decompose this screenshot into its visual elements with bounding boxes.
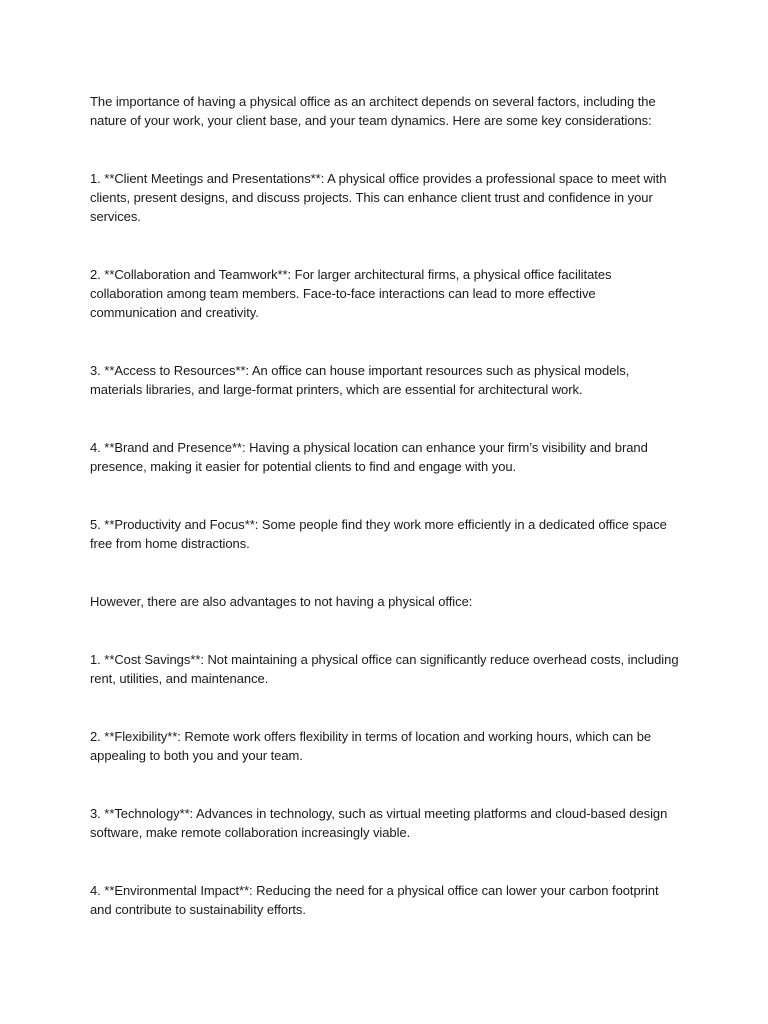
consideration-resources: 3. **Access to Resources**: An office can house important resources such as physical models, materials libraries, and large-format printers, which are essential for architectural work. bbox=[90, 363, 630, 397]
intro-paragraph: The importance of having a physical office as an architect depends on several factors, including the nature of your work, your client base, and your team dynamics. Here are some key considerations: bbox=[90, 94, 656, 128]
advantage-cost-savings: 1. **Cost Savings**: Not maintaining a physical office can significantly reduce overhead costs, including rent, utilities, and maintenance. bbox=[90, 652, 679, 686]
consideration-brand: 4. **Brand and Presence**: Having a physical location can enhance your firm’s visibility and brand presence, making it easier for potential clients to find and engage with you. bbox=[90, 440, 648, 474]
consideration-productivity: 5. **Productivity and Focus**: Some people find they work more efficiently in a dedicated office space free from home distractions. bbox=[90, 517, 667, 551]
document-page bbox=[90, 92, 680, 919]
consideration-client-meetings: 1. **Client Meetings and Presentations**: A physical office provides a professional space to meet with clients, present designs, and discuss projects. This can enhance client trust and confidence in your services. bbox=[90, 171, 667, 224]
advantage-technology: 3. **Technology**: Advances in technology, such as virtual meeting platforms and cloud-based design software, make remote collaboration increasingly viable. bbox=[90, 806, 668, 840]
consideration-collaboration: 2. **Collaboration and Teamwork**: For larger architectural firms, a physical office facilitates collaboration among team members. Face-to-face interactions can lead to more effective communication and creativity. bbox=[90, 267, 612, 320]
advantage-flexibility: 2. **Flexibility**: Remote work offers flexibility in terms of location and working hours, which can be appealing to both you and your team. bbox=[90, 729, 652, 763]
advantage-environmental: 4. **Environmental Impact**: Reducing the need for a physical office can lower your carbon footprint and contribute to sustainability efforts. bbox=[90, 883, 659, 917]
transition-paragraph: However, there are also advantages to not having a physical office: bbox=[90, 594, 473, 609]
